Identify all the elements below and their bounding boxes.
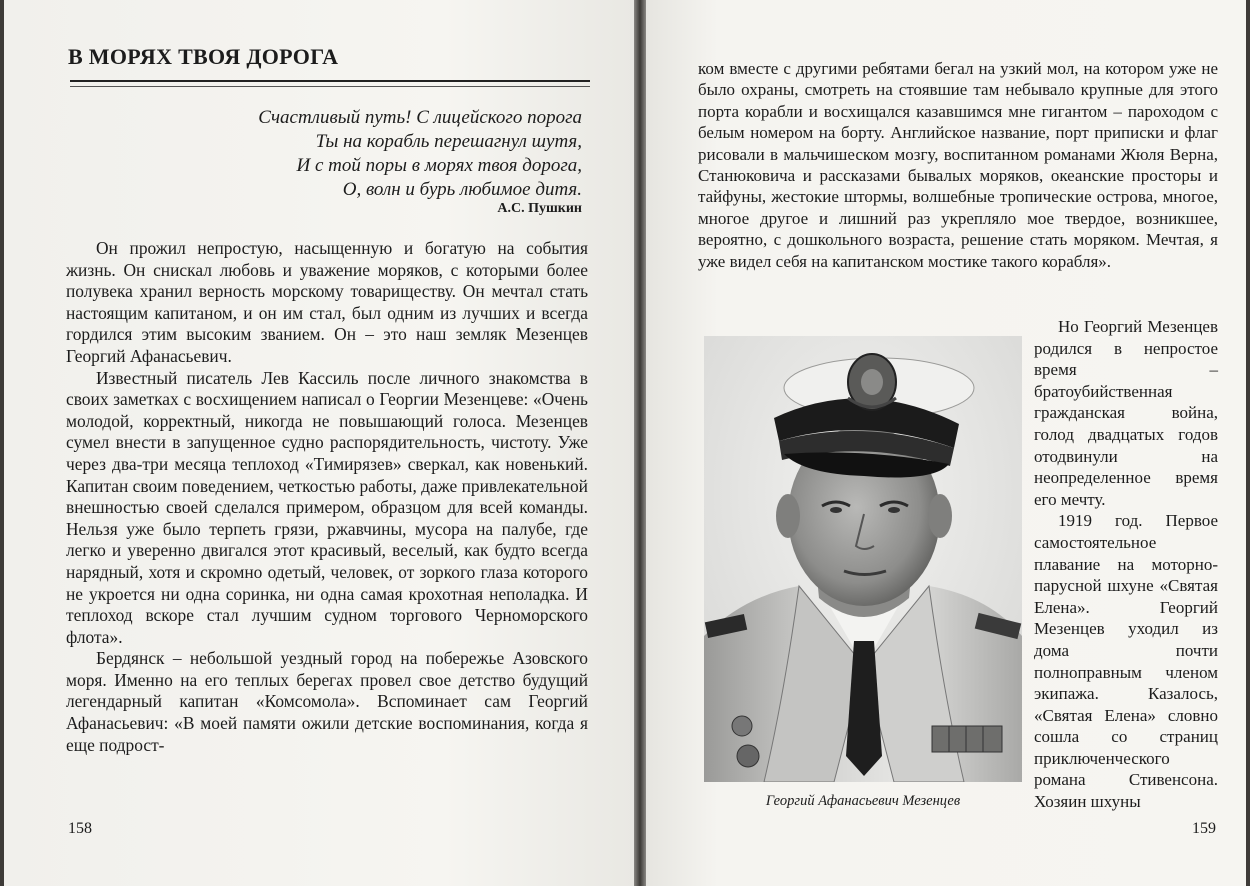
right-column-text	[1034, 316, 1218, 813]
epigraph	[122, 106, 582, 218]
epigraph-line: Счастливый путь! С лицейского порога	[258, 107, 582, 128]
paragraph: Он прожил непростую, насыщенную и богатую на события жизнь. Он снискал любовь и уважение моряков, с которыми более полувека хранил верность морскому товариществу. Он мечтал стать настоящим капитаном, и он им стал, был одним из лучших и всегда гордился этим высоким званием. Он – это наш земляк Мезенцев Георгий Афанасьевич.	[66, 238, 588, 366]
title-rule-thick	[70, 80, 590, 82]
captain-portrait-photo	[704, 336, 1022, 782]
paragraph: Бердянск – небольшой уездный город на побережье Азовского моря. Именно на его теплых берегах провел свое детство будущий легендарный капитан «Комсомола». Вспоминает сам Георгий Афанасьевич: «В моей памяти ожили детские воспоминания, когда я еще подрост-	[66, 648, 588, 755]
chapter-title: В МОРЯХ ТВОЯ ДОРОГА	[68, 44, 339, 69]
title-rule-thin	[70, 86, 590, 87]
epigraph-line: И с той поры в морях твоя дорога,	[296, 155, 582, 176]
page-number-left: 158	[68, 820, 92, 837]
epigraph-line: О, волн и бурь любимое дитя.	[342, 179, 582, 200]
paragraph: Известный писатель Лев Кассиль после личного знакомства в своих заметках с восхищением написал о Георгии Мезенцеве: «Очень молодой, корректный, никогда не повышающий голоса. Мезенцев сумел внести в запущенное судно распорядительность, чистоту. Уже через два-три месяца теплоход «Тимирязев» сверкал, как новенький. Капитан своим поведением, четкостью работы, даже привлекательной внешностью своей сделался примером, образцом для всей команды. Нельзя уже было терпеть грязи, ржавчины, мусора на палубе, где легко и уверенно двигался этот красивый, веселый, как будто всегда нарядный, хотя и скромно одетый, человек, от зоркого глаза которого не укроется ни одна соринка, ни одна самая крохотная неполадка. И теплоход вскоре стал лучшим судном торгового Черноморского флота».	[66, 367, 588, 647]
paragraph: Но Георгий Мезенцев родился в непростое время – братоубийственная гражданская война, голод двадцатых годов отодвинули на неопределенное время его мечту.	[1034, 317, 1218, 509]
epigraph-author: А.С. Пушкин	[497, 201, 582, 216]
left-body-text	[66, 238, 588, 756]
epigraph-line: Ты на корабль перешагнул шутя,	[315, 131, 582, 152]
page-number-right: 159	[1192, 820, 1216, 837]
right-page	[646, 0, 1246, 886]
photo-caption: Георгий Афанасьевич Мезенцев	[765, 793, 961, 809]
left-page	[4, 0, 634, 886]
continued-paragraph: ком вместе с другими ребятами бегал на узкий мол, на котором уже не было охраны, смотреть на стоявшие там небывало крупные для этого порта корабли и восхищался казавшимся мне гигантом – пароходом с белым номером на борту. Английское название, порт приписки и флаг рисовали в мальчишеском мозгу, воспитанном романами Жюля Верна, Станюковича и рассказами бывалых моряков, океанские просторы и тайфуны, жестокие штормы, волшебные тропические острова, многое, многое другое и лишний раз укрепляло мое твердое, возникшее, вероятно, с дошкольного возраста, решение стать моряком. Мечтая, я уже видел себя на капитанском мостике такого корабля».	[698, 59, 1218, 271]
book-spine	[634, 0, 646, 886]
paragraph: 1919 год. Первое самостоятельное плавание на моторно-парусной шхуне «Святая Елена». Георгий Мезенцев уходил из дома почти полноправным членом экипажа. Казалось, «Святая Елена» словно сошла со страниц приключенческого романа Стивенсона. Хозяин шхуны	[1034, 511, 1218, 812]
